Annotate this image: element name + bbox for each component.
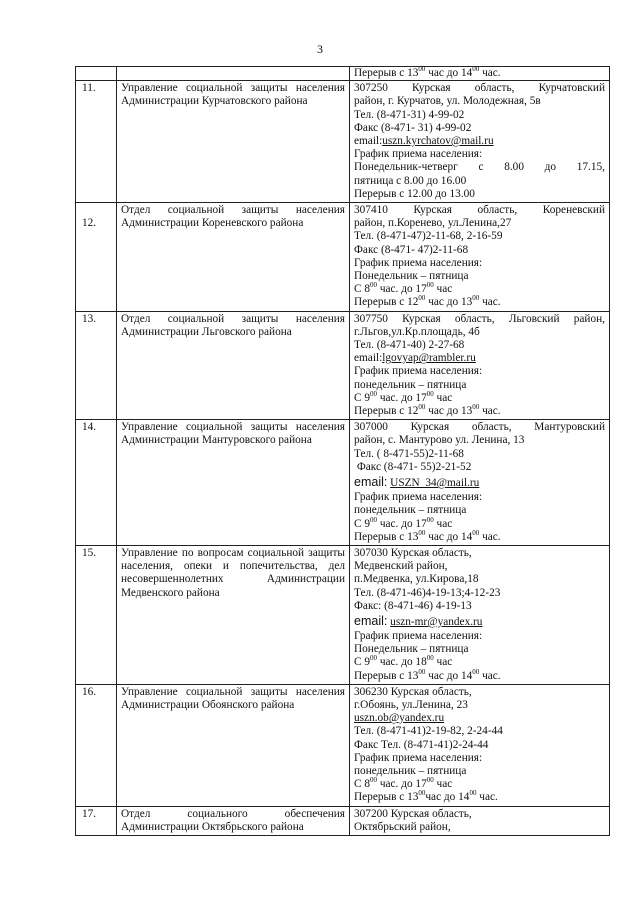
address-line: 306230 Курская область, <box>354 685 472 698</box>
work-hours: С $8^{00}$ час. до $17^{00}$ час <box>354 281 453 296</box>
break-hours: Перерыв с 12.00 до 13.00 <box>354 187 475 200</box>
fax: Факс (8-471- 47)2-11-68 <box>354 243 469 256</box>
address-line: г.Льгов,ул.Кр.площадь, 4б <box>354 325 480 338</box>
row-number: 17. <box>76 806 117 835</box>
email-label: email: <box>354 352 383 365</box>
email-label: email: <box>354 475 388 490</box>
table-row <box>76 203 610 312</box>
email-line <box>354 613 605 630</box>
row-number: 15. <box>76 545 117 684</box>
table-row <box>76 67 610 81</box>
address-line: 307410 Курская область, Кореневский <box>354 204 605 217</box>
org-cell <box>117 67 350 81</box>
email-link[interactable]: uszn.ob@yandex.ru <box>354 712 445 725</box>
address-line: район, п.Коренево, ул.Ленина,27 <box>354 217 512 230</box>
phone: Тел. ( 8-471-55)2-11-68 <box>354 447 464 460</box>
schedule-days: понедельник – пятница <box>354 378 467 391</box>
work-hours: С $9^{00}$ час. до $17^{00}$ час <box>354 390 453 404</box>
fax: Факс: (8-471-46) 4-19-13 <box>354 599 472 612</box>
page-number: 3 <box>317 42 323 56</box>
info-cell <box>350 420 610 546</box>
work-hours: С $9^{00}$ час. до $17^{00}$ час <box>354 515 453 530</box>
address-line: 307200 Курская область, <box>354 807 472 820</box>
email-link[interactable]: lgovyap@rambler.ru <box>382 352 476 365</box>
email-link[interactable]: USZN_34@mail.ru <box>390 477 480 490</box>
schedule-title: График приема населения: <box>354 148 483 161</box>
fax: Факс (8-471- 55)2-21-52 <box>354 460 472 473</box>
table-row <box>76 420 610 546</box>
row-number: 11. <box>76 81 117 203</box>
email-line <box>354 135 605 148</box>
schedule-title: График приема населения: <box>354 256 483 269</box>
fax: Факс (8-471- 31) 4-99-02 <box>354 121 472 134</box>
row-number: 14. <box>76 420 117 546</box>
address-line: Октябрьский район, <box>354 820 451 833</box>
row-number: 16. <box>76 684 117 806</box>
email-link[interactable]: uszn-mr@yandex.ru <box>390 615 483 628</box>
email-link[interactable]: uszn.kyrchatov@mail.ru <box>382 135 494 148</box>
break-hours: Перерыв с $13^{00}$ час до $14^{00}$ час. <box>354 528 501 543</box>
address-line: 307030 Курская область, <box>354 546 472 559</box>
fax: Факс Тел. (8-471-41)2-24-44 <box>354 738 489 751</box>
break-hours: Перерыв с $13^{00}$ час до $14^{00}$ час. <box>354 667 501 682</box>
schedule-days: Понедельник – пятница <box>354 643 469 656</box>
address-line: район, г. Курчатов, ул. Молодежная, 5в <box>354 95 541 108</box>
info-cell <box>350 684 610 806</box>
email-label: email: <box>354 135 383 148</box>
address-line: Медвенский район, <box>354 560 448 573</box>
schedule-days: Понедельник-четверг с 8.00 до 17.15, <box>354 161 605 174</box>
schedule-title: График приема населения: <box>354 751 483 764</box>
info-cell <box>350 806 610 835</box>
phone: Тел. (8-471-40) 2-27-68 <box>354 339 465 352</box>
break-hours: Перерыв с $13^{00}час$ до $14^{00}$ час. <box>354 789 498 804</box>
email-line <box>354 474 605 491</box>
org-name: Управление по вопросам социальной защиты населения, опеки и попечительства, дел несовершеннолетних Администрации Медвенского района <box>117 545 350 684</box>
org-name: Управление социальной защиты населения Администрации Обоянского района <box>117 684 350 806</box>
table-row <box>76 545 610 684</box>
address-line: п.Медвенка, ул.Кирова,18 <box>354 573 479 586</box>
row-number: 12. <box>76 203 117 312</box>
info-cell <box>350 81 610 203</box>
org-name: Отдел социальной защиты населения Администрации Кореневского района <box>117 203 350 312</box>
schedule-title: График приема населения: <box>354 491 483 504</box>
org-name: Отдел социального обеспечения Администрации Октябрьского района <box>117 806 350 835</box>
email-line <box>354 352 605 365</box>
org-name: Отдел социальной защиты населения Администрации Льговского района <box>117 311 350 420</box>
address-line: район, с. Мантурово ул. Ленина, 13 <box>354 434 525 447</box>
info-cell <box>350 311 610 420</box>
address-line: 307000 Курская область, Мантуровский <box>354 421 605 434</box>
schedule-days: понедельник – пятница <box>354 764 467 777</box>
schedule-title: График приема населения: <box>354 365 483 378</box>
info-cell <box>350 203 610 312</box>
phone: Тел. (8-471-41)2-19-82, 2-24-44 <box>354 725 503 738</box>
schedule-days: понедельник – пятница <box>354 504 467 517</box>
table-row <box>76 81 610 203</box>
email-label: email: <box>354 613 388 628</box>
table-row <box>76 806 610 835</box>
work-hours: С $8^{00}$ час. до $17^{00}$ час <box>354 776 453 791</box>
break-hours: Перерыв с $13^{00}$ час до $14^{00}$ час. <box>354 66 501 79</box>
org-name: Управление социальной защиты населения Администрации Курчатовского района <box>117 81 350 203</box>
info-cell <box>350 67 610 81</box>
schedule-friday: пятница с 8.00 до 16.00 <box>354 174 467 187</box>
schedule-title: График приема населения: <box>354 629 483 642</box>
row-number: 13. <box>76 311 117 420</box>
phone: Тел. (8-471-47)2-11-68, 2-16-59 <box>354 230 503 243</box>
address-line: 307250 Курская область, Курчатовский <box>354 82 605 95</box>
phone: Тел. (8-471-46)4-19-13;4-12-23 <box>354 586 501 599</box>
org-name: Управление социальной защиты населения Администрации Мантуровского района <box>117 420 350 546</box>
address-line: 307750 Курская область, Льговский район, <box>354 312 605 325</box>
schedule-days: Понедельник – пятница <box>354 270 469 283</box>
info-cell <box>350 545 610 684</box>
address-line: г.Обоянь, ул.Ленина, 23 <box>354 698 468 711</box>
table-row <box>76 311 610 420</box>
table-row <box>76 684 610 806</box>
break-hours: Перерыв с $12^{00}$ час до $13^{00}$ час. <box>354 403 501 418</box>
phone: Тел. (8-471-31) 4-99-02 <box>354 108 465 121</box>
work-hours: С $9^{00}$ час. до $18^{00}$ час <box>354 654 453 669</box>
break-hours: Перерыв с $12^{00}$ час до $13^{00}$ час. <box>354 294 501 309</box>
row-number-cell <box>76 67 117 81</box>
contacts-table <box>75 66 610 836</box>
